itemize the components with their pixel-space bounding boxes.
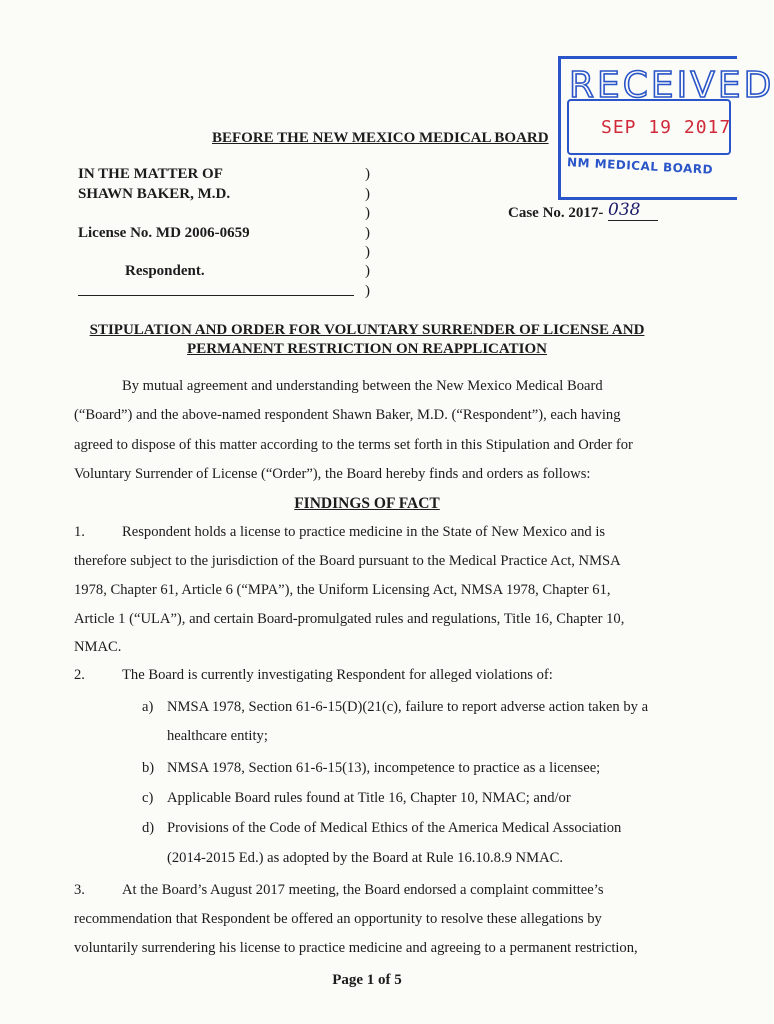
caption-paren: ): [365, 283, 370, 299]
caption-paren: ): [365, 186, 370, 202]
list-item-label: a): [142, 699, 154, 715]
para3-line: voluntarily surrendering his license to practice medicine and agreeing to a permanent restriction,: [74, 940, 638, 956]
license-number: License No. MD 2006-0659: [78, 225, 250, 241]
caption-paren: ): [365, 225, 370, 241]
stamp-received-text: RECEIVED: [569, 65, 774, 106]
para3-line: At the Board’s August 2017 meeting, the Board endorsed a complaint committee’s: [122, 882, 604, 898]
intro-line: (“Board”) and the above-named respondent Shawn Baker, M.D. (“Respondent”), each having: [74, 407, 621, 423]
caption-paren: ): [365, 263, 370, 279]
list-item-label: c): [142, 790, 154, 806]
received-stamp: [558, 56, 774, 200]
intro-line: agreed to dispose of this matter according to the terms set forth in this Stipulation and Order for: [74, 437, 633, 453]
caption-paren: ): [365, 244, 370, 260]
document-title-line-1: STIPULATION AND ORDER FOR VOLUNTARY SURRENDER OF LICENSE AND: [89, 322, 645, 338]
caption-paren: ): [365, 166, 370, 182]
list-item-text: NMSA 1978, Section 61-6-15(13), incompetence to practice as a licensee;: [167, 760, 601, 776]
caption-underline: [78, 295, 354, 296]
para2-number: 2.: [74, 667, 85, 683]
caption-paren: ): [365, 205, 370, 221]
para1-number: 1.: [74, 524, 85, 540]
case-number-handwritten: 038: [608, 200, 658, 221]
list-item-text: Provisions of the Code of Medical Ethics of the America Medical Association: [167, 820, 622, 836]
case-number-label: Case No. 2017-: [508, 205, 604, 221]
list-item-text: Applicable Board rules found at Title 16, Chapter 10, NMAC; and/or: [167, 790, 571, 806]
list-item-label: b): [142, 760, 155, 776]
list-item-text: NMSA 1978, Section 61-6-15(D)(21(c), failure to report adverse action taken by a: [167, 699, 649, 715]
respondent-label: Respondent.: [125, 263, 205, 279]
list-item-text: healthcare entity;: [167, 728, 268, 744]
page-number: Page 1 of 5: [332, 972, 402, 988]
list-item-label: d): [142, 820, 155, 836]
list-item-text: (2014-2015 Ed.) as adopted by the Board at Rule 16.10.8.9 NMAC.: [167, 850, 563, 866]
para3-number: 3.: [74, 882, 85, 898]
para1-line: NMAC.: [74, 639, 122, 655]
court-heading: BEFORE THE NEW MEXICO MEDICAL BOARD: [212, 130, 549, 146]
para1-line: therefore subject to the jurisdiction of the Board pursuant to the Medical Practice Act, NMSA: [74, 553, 621, 569]
para1-line: Article 1 (“ULA”), and certain Board-promulgated rules and regulations, Title 16, Chapter 10,: [74, 611, 625, 627]
stamp-date: SEP 19 2017: [601, 117, 732, 138]
matter-line-2: SHAWN BAKER, M.D.: [78, 186, 231, 202]
matter-line-1: IN THE MATTER OF: [78, 166, 223, 182]
para1-line: Respondent holds a license to practice medicine in the State of New Mexico and is: [122, 524, 606, 540]
intro-line: By mutual agreement and understanding between the New Mexico Medical Board: [122, 378, 603, 394]
document-title-line-2: PERMANENT RESTRICTION ON REAPPLICATION: [187, 341, 547, 357]
para3-line: recommendation that Respondent be offered an opportunity to resolve these allegations by: [74, 911, 602, 927]
stamp-board-name: NM MEDICAL BOARD: [566, 155, 714, 177]
para1-line: 1978, Chapter 61, Article 6 (“MPA”), the Uniform Licensing Act, NMSA 1978, Chapter 61,: [74, 582, 611, 598]
findings-heading: FINDINGS OF FACT: [294, 495, 440, 512]
intro-line: Voluntary Surrender of License (“Order”), the Board hereby finds and orders as follows:: [74, 466, 591, 482]
para2-lead: The Board is currently investigating Respondent for alleged violations of:: [122, 667, 553, 683]
